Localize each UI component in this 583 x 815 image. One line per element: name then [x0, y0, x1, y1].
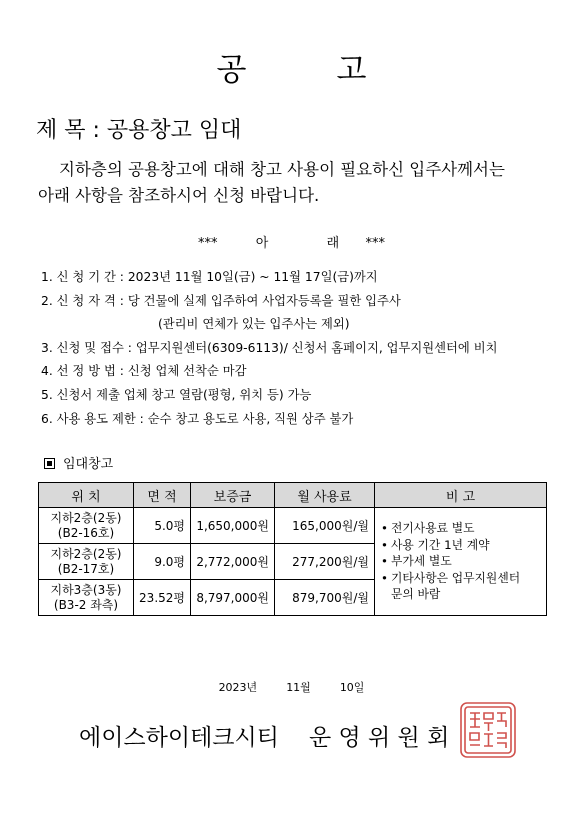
- date-day: 10일: [339, 681, 365, 694]
- date-year: 2023년: [218, 681, 258, 694]
- item-selection: 4. 선 정 방 법 : 신청 업체 선착순 마감: [41, 364, 247, 379]
- cell-deposit: 8,797,000원: [191, 580, 275, 616]
- notice-items: [41, 266, 497, 431]
- cell-deposit: 1,650,000원: [191, 508, 275, 544]
- cell-monthly: 165,000원/월: [275, 508, 375, 544]
- note-item: 문의 바람: [391, 587, 441, 602]
- section-heading: [44, 453, 113, 472]
- notice-title: [0, 44, 583, 89]
- cell-location: 지하2층(2동) (B2-17호): [39, 544, 134, 580]
- header-deposit: 보증금: [191, 483, 275, 508]
- item-period: 1. 신 청 기 간 : 2023년 11월 10일(금) ~ 11월 17일(금)까지: [41, 270, 378, 284]
- item-viewing: 5. 신청서 제출 업체 창고 열람(평형, 위치 등) 가능: [41, 387, 312, 402]
- org-name: 에이스하이테크시티: [79, 725, 279, 751]
- item-application: 3. 신청 및 접수 : 업무지원센터(6309-6113)/ 신청서 홈페이지, 업무지원센터에 비치: [41, 340, 498, 355]
- subject-line: 제 목 : 공용창고 임대: [36, 118, 242, 143]
- cell-area: 5.0평: [134, 508, 191, 544]
- arae-rae: 래: [326, 236, 340, 251]
- arae-a: 아: [255, 236, 269, 251]
- official-seal-icon: [459, 701, 517, 759]
- stars-right: ***: [365, 236, 385, 251]
- section-title: 임대창고: [63, 457, 114, 472]
- org-committee: 운 영 위 원 회: [308, 725, 450, 751]
- stars-left: ***: [198, 236, 218, 251]
- cell-area: 23.52평: [134, 580, 191, 616]
- cell-area: 9.0평: [134, 544, 191, 580]
- rental-table: [38, 482, 547, 616]
- table-row: [39, 508, 547, 544]
- note-item: • 전기사용료 별도: [381, 520, 542, 537]
- cell-location: 지하3층(3동) (B3-2 좌측): [39, 580, 134, 616]
- cell-monthly: 277,200원/월: [275, 544, 375, 580]
- cell-location: 지하2층(2동) (B2-16호): [39, 508, 134, 544]
- note-item: • 부가세 별도: [381, 553, 542, 570]
- notice-date: [0, 679, 583, 695]
- item-usage: 6. 사용 용도 제한 : 순수 창고 용도로 사용, 직원 상주 불가: [41, 411, 354, 426]
- note-item: • 사용 기간 1년 계약: [381, 537, 542, 554]
- date-month: 11월: [286, 681, 311, 694]
- cell-monthly: 879,700원/월: [275, 580, 375, 616]
- header-location: 위 치: [39, 483, 134, 508]
- item-eligibility: 2. 신 청 자 격 : 당 건물에 실제 입주하여 사업자등록을 필한 입주사: [41, 293, 401, 308]
- issuer: [79, 719, 449, 752]
- cell-remarks: [375, 508, 547, 616]
- intro-line-2: 아래 사항을 참조하시어 신청 바랍니다.: [38, 186, 320, 205]
- title-left-char: 공: [216, 52, 247, 88]
- cell-deposit: 2,772,000원: [191, 544, 275, 580]
- table-header-row: [39, 483, 547, 508]
- item-eligibility-note: (관리비 연체가 있는 입주사는 제외): [158, 317, 350, 332]
- header-monthly: 월 사용료: [275, 483, 375, 508]
- intro-line-1: 지하층의 공용창고에 대해 창고 사용이 필요하신 입주사께서는: [59, 160, 505, 179]
- intro-paragraph: [38, 157, 553, 209]
- square-bullet-icon: [44, 458, 55, 469]
- header-remarks: 비 고: [375, 483, 547, 508]
- header-area: 면 적: [134, 483, 191, 508]
- below-heading: [0, 232, 583, 251]
- title-right-char: 고: [336, 52, 367, 88]
- note-item: • 기타사항은 업무지원센터: [381, 570, 542, 587]
